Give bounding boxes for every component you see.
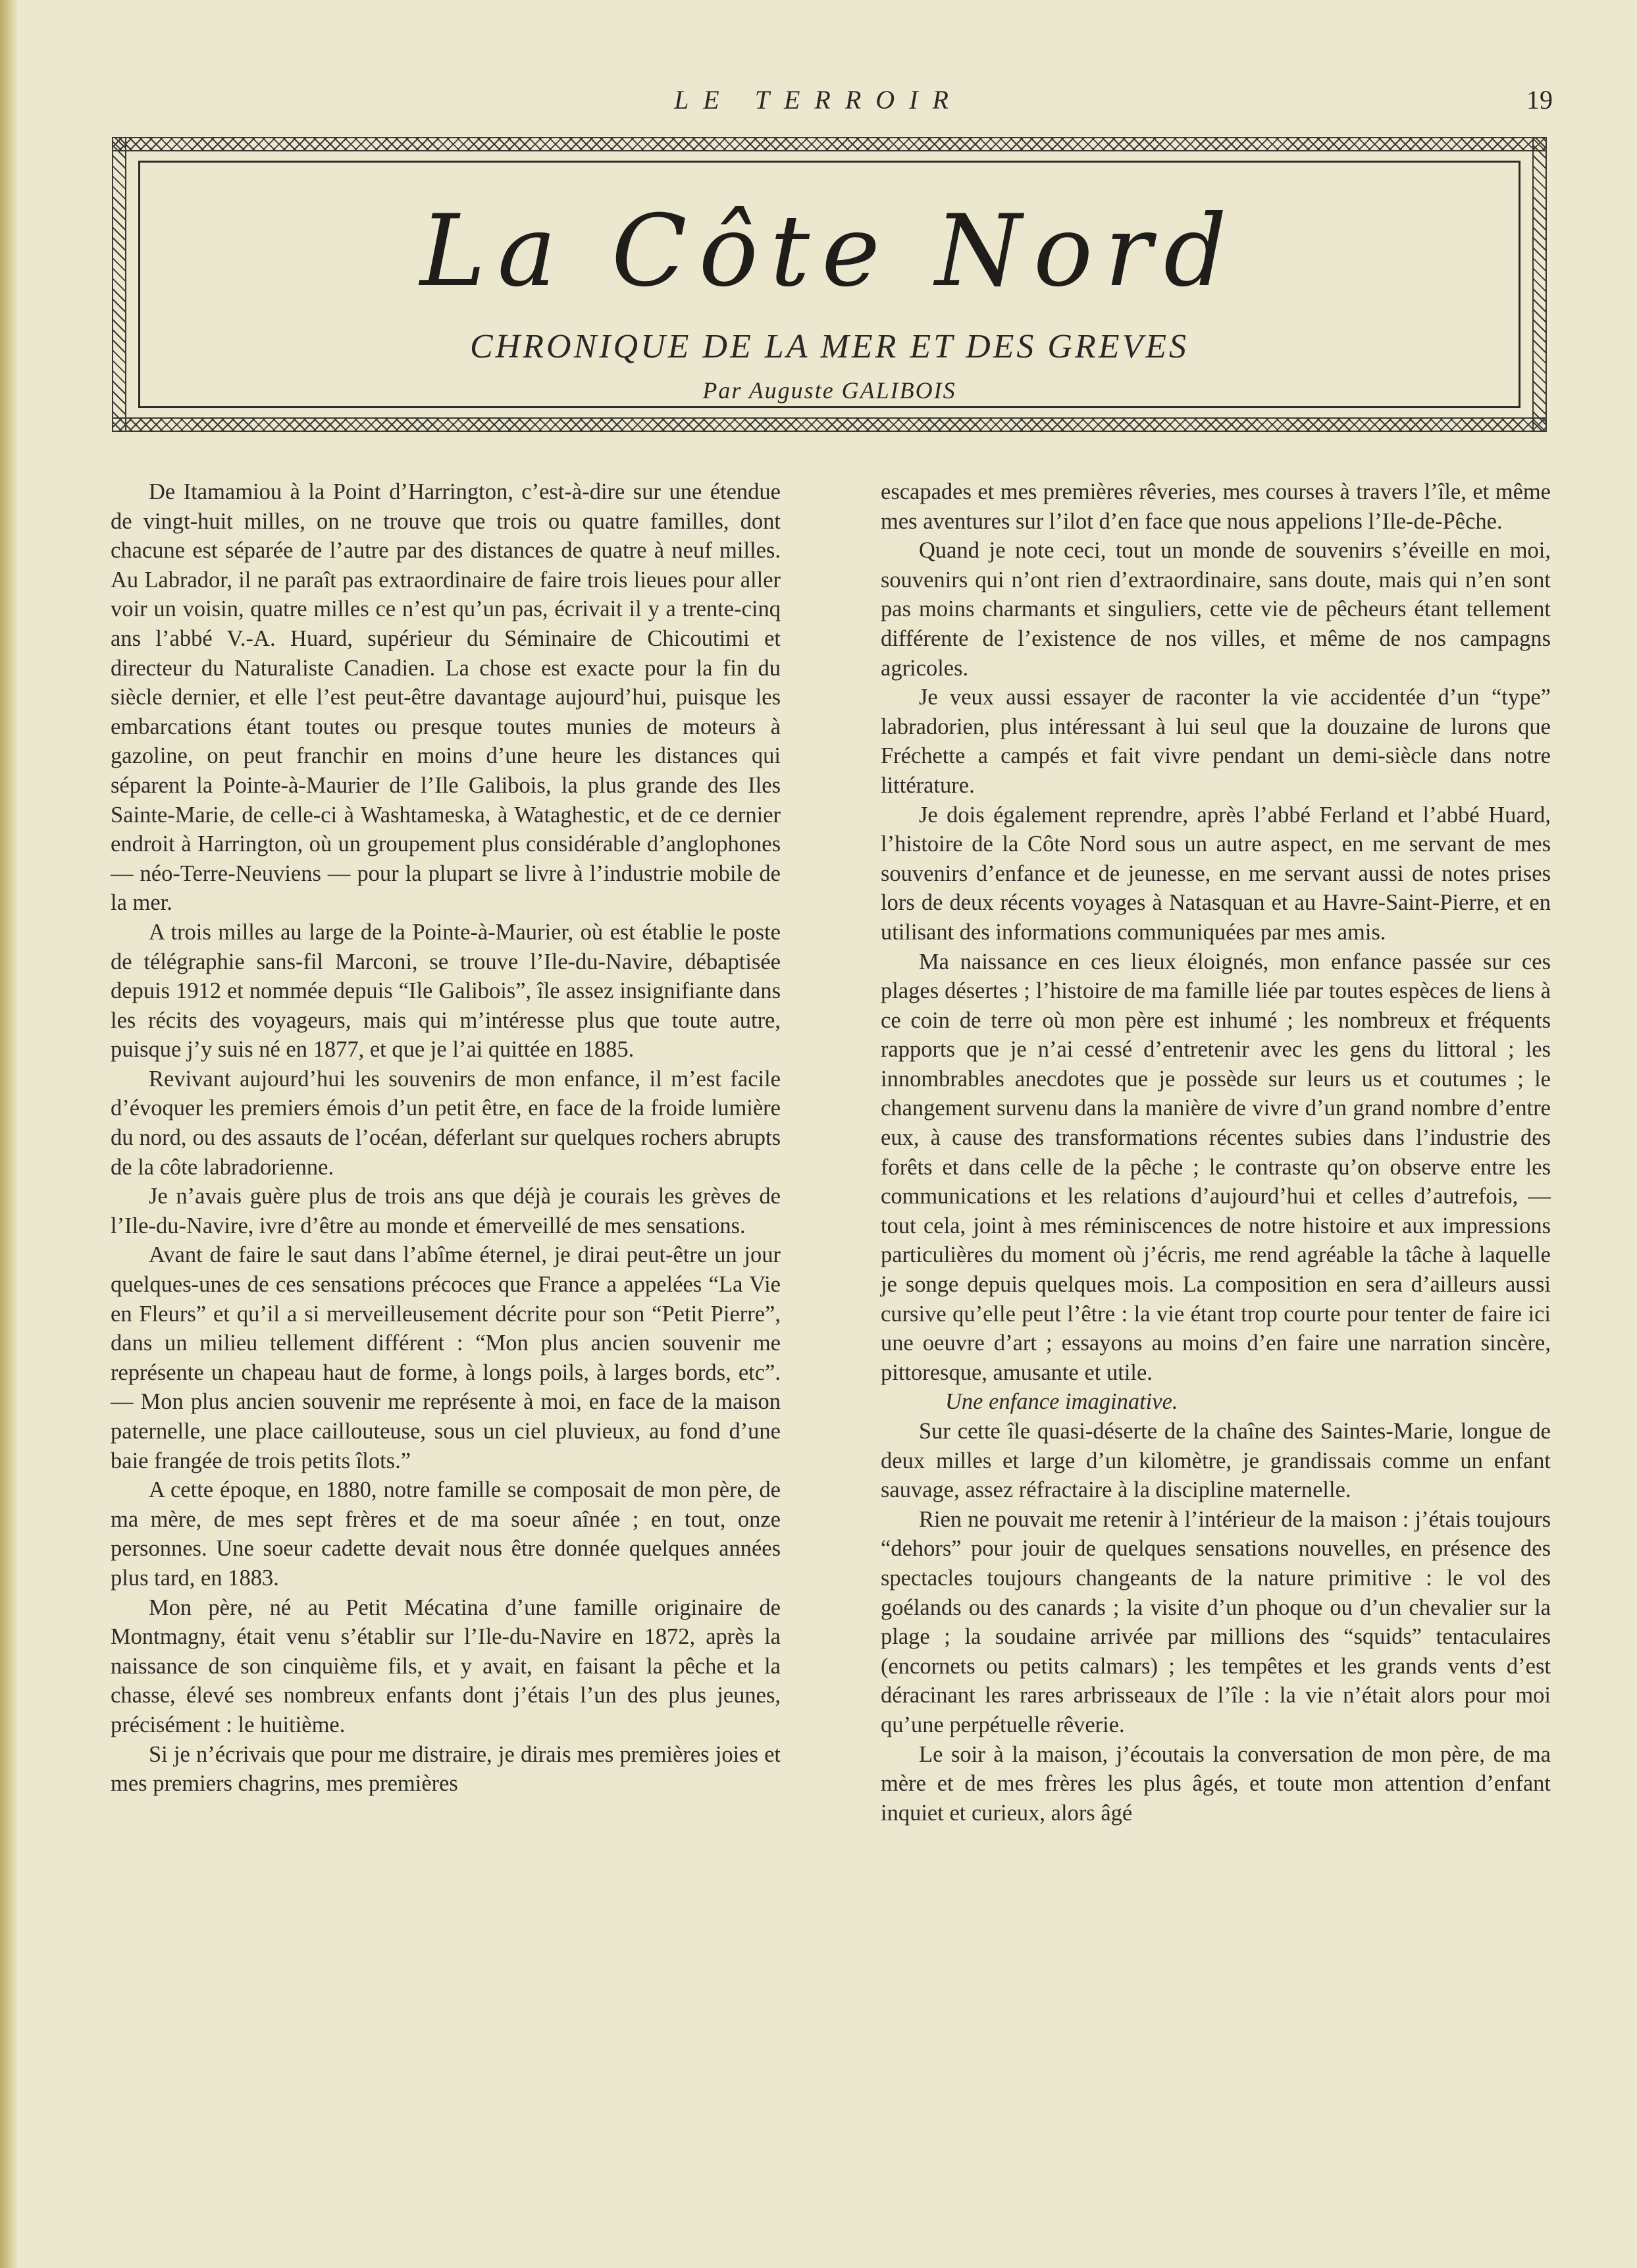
paragraph: Si je n’écrivais que pour me distraire, je dirais mes premières joies et mes premiers chagrins, mes premières [111, 1741, 781, 1797]
frame-border-top [112, 137, 1547, 151]
section-heading: Une enfance imaginative. [945, 1389, 1178, 1415]
frame-border-left [112, 137, 126, 432]
paragraph: A trois milles au large de la Pointe-à-Maurier, où est établie le poste de télégraphie sans-fil Marconi, se trouve l’Ile-du-Navire, débaptisée depuis 1912 et nommée depuis “Ile Galibois”, île assez insignifiante dans les récits des voyageurs, mais qui m’intéresse plus que toute autre, puisque j’y suis né en 1877, et que je l’ai quittée en 1885. [111, 919, 781, 1063]
frame-border-right [1532, 137, 1547, 432]
page-spine-shadow [0, 0, 18, 2268]
paragraph: Quand je note ceci, tout un monde de souvenirs s’éveille en moi, souvenirs qui n’ont rien d’extraordinaire, sans doute, mais qui n’en sont pas moins charmants et singuliers, cette vie de pêcheurs étant tellement différente de l’existence de nos villes, et même de nos campagns agricoles. [881, 538, 1551, 681]
paragraph: Je n’avais guère plus de trois ans que déjà je courais les grèves de l’Ile-du-Navire, ivre d’être au monde et émerveillé de mes sensations. [111, 1184, 781, 1238]
paragraph: Revivant aujourd’hui les souvenirs de mon enfance, il m’est facile d’évoquer les premiers émois d’un petit être, en face de la froide lumière du nord, ou des assauts de l’océan, déferlant sur quelques rochers abrupts de la côte labradorienne. [111, 1066, 781, 1180]
article-subtitle: CHRONIQUE DE LA MER ET DES GREVES [470, 328, 1189, 365]
title-frame [112, 137, 1547, 432]
article-byline: Par Auguste GALIBOIS [702, 377, 956, 404]
paragraph: Le soir à la maison, j’écoutais la conversation de mon père, de ma mère et de mes frères les plus âgés, et toute mon attention d’enfant inquiet et curieux, alors âgé [881, 1741, 1551, 1826]
paragraph: Rien ne pouvait me retenir à l’intérieur de la maison : j’étais toujours “dehors” pour jouir de quelques sensations nouvelles, en présence des spectacles toujours changeants de la nature primitive : le vol des goélands ou des canards ; la visite d’un phoque ou d’un chevalier sur la plage ; la soudaine arrivée par millions des “squids” tentaculaires (encornets ou petits calmars) ; les tempêtes et les grands vents d’est déracinant les rares arbrisseaux de l’île : la vie n’était alors pour moi qu’une perpétuelle rêverie. [881, 1506, 1551, 1737]
paragraph: Sur cette île quasi-déserte de la chaîne des Saintes-Marie, longue de deux milles et large d’un kilomètre, je grandissais comme un enfant sauvage, assez réfractaire à la discipline maternelle. [881, 1419, 1551, 1503]
paragraph: Mon père, né au Petit Mécatina d’une famille originaire de Montmagny, était venu s’établir sur l’Ile-du-Navire en 1872, après la naissance de son cinquième fils, et y avait, en faisant la pêche et la chasse, élevé ses nombreux enfants dont j’étais l’un des plus jeunes, précisément : le huitième. [111, 1595, 781, 1737]
running-head: LE TERROIR [674, 85, 963, 115]
frame-border-bottom [112, 417, 1547, 432]
left-column [111, 477, 781, 1799]
paragraph: A cette époque, en 1880, notre famille se composait de mon père, de ma mère, de mes sept frères et de ma soeur aînée ; en tout, onze personnes. Une soeur cadette devait nous être donnée quelques années plus tard, en 1883. [111, 1477, 781, 1591]
paragraph: Je dois également reprendre, après l’abbé Ferland et l’abbé Huard, l’histoire de la Côte Nord sous un autre aspect, en me servant de mes souvenirs d’enfance et de jeunesse, en me servant aussi de notes prises lors de deux récents voyages à Natasquan et au Havre-Saint-Pierre, et en utilisant des informations communiquées par mes amis. [881, 802, 1551, 945]
paragraph: Je veux aussi essayer de raconter la vie accidentée d’un “type” labradorien, plus intéressant à lui seul que la douzaine de lurons que Fréchette a campés et fait vivre pendant un demi-siècle dans notre littérature. [881, 685, 1551, 798]
article-title: La Côte Nord [420, 194, 1239, 309]
paragraph: Ma naissance en ces lieux éloignés, mon enfance passée sur ces plages désertes ; l’histoire de ma famille liée par toutes espèces de liens à ce coin de terre où mon père est inhumé ; les nombreux et fréquents rapports que je n’ai cessé d’entretenir avec les gens du littoral ; les innombrables anecdotes que je possède sur leurs us et coutumes ; le changement survenu dans la manière de vivre d’un grand nombre d’entre eux, à cause des transformations récentes subies dans l’industrie des forêts et dans celle de la pêche ; le contraste qu’on observe entre les communications et les relations d’aujourd’hui et celles d’autrefois, — tout cela, joint à mes réminiscences de notre histoire et aux impressions particulières du moment où j’écris, me rend agréable la tâche à laquelle je songe depuis quelques mois. La composition en sera d’ailleurs aussi cursive qu’elle peut l’être : la vie étant trop courte pour tenter de faire ici une oeuvre d’art ; essayons au moins d’en faire une narration sincère, pittoresque, amusante et utile. [881, 949, 1551, 1385]
paragraph: Avant de faire le saut dans l’abîme éternel, je dirai peut-être un jour quelques-unes de ces sensations précoces que France a appelées “La Vie en Fleurs” et qu’il a si merveilleusement décrite pour son “Petit Pierre”, dans un milieu tellement différent : “Mon plus ancien souvenir me représente un chapeau haut de forme, à longs poils, à larges bords, etc”. — Mon plus ancien souvenir me représente à moi, en face de la maison paternelle, une place caillouteuse, sous un ciel pluvieux, au fond d’une baie frangée de trois petits îlots.” [111, 1242, 781, 1473]
paragraph-continuation: escapades et mes premières rêveries, mes courses à travers l’île, et même mes aventures sur l’ilot d’en face que nous appelions l’Ile-de-Pêche. [881, 479, 1551, 534]
title-inner-box [138, 161, 1520, 408]
paragraph: De Itamamiou à la Point d’Harrington, c’est-à-dire sur une étendue de vingt-huit milles, on ne trouve que trois ou quatre familles, dont chacune est séparée de l’autre par des distances de quatre à neuf milles. Au Labrador, il ne paraît pas extraordinaire de faire trois lieues pour aller voir un voisin, quatre milles ce n’est qu’un pas, écrivait il y a trente-cinq ans l’abbé V.-A. Huard, supérieur du Séminaire de Chicoutimi et directeur du Naturaliste Canadien. La chose est exacte pour la fin du siècle dernier, et elle l’est peut-être davantage aujourd’hui, puisque les embarcations étant toutes ou presque toutes munies de moteurs à gazoline, on peut franchir en moins d’une heure les distances qui séparent la Pointe-à-Maurier de l’Ile Galibois, la plus grande des Iles Sainte-Marie, de celle-ci à Washtameska, à Wataghestic, et de ce dernier endroit à Harrington, où un groupement plus considérable d’anglophones — néo-Terre-Neuviens — pour la plupart se livre à l’industrie mobile de la mer. [111, 479, 781, 916]
page-number: 19 [1526, 85, 1553, 115]
right-column [881, 477, 1551, 1828]
